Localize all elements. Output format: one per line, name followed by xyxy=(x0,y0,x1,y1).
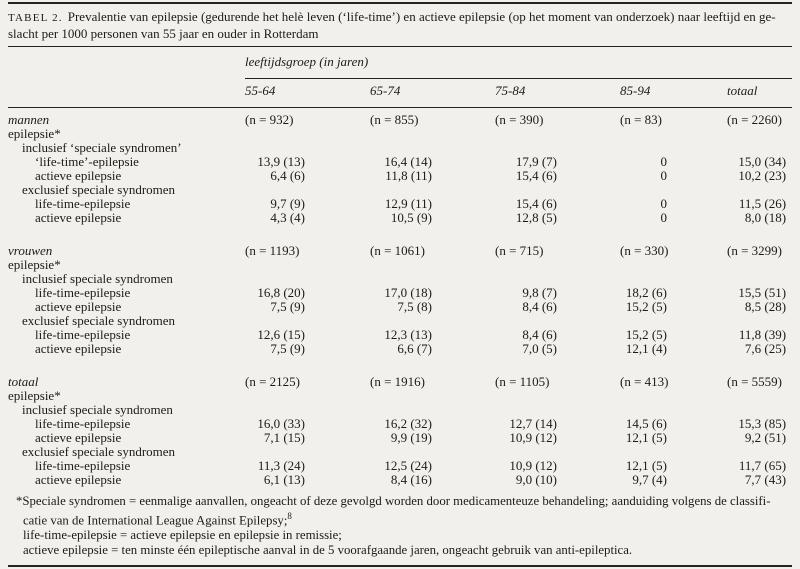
col-header-totaal: totaal xyxy=(727,79,792,108)
value-cell: 17,0 (18) xyxy=(384,285,432,300)
footnote-special-syndromes-line1: *Speciale syndromen = eenmalige aanvallen, ongeacht of deze gevolgd worden door medicamenteuze behandeling; aanduiding volgens de classifi- xyxy=(16,494,771,508)
value-cell: 4,3 (4) xyxy=(270,210,305,225)
row-label: life-time-epilepsie xyxy=(35,196,131,211)
subsection-row xyxy=(8,314,792,328)
data-row xyxy=(8,286,792,300)
footnote-lifetime: life-time-epilepsie = actieve epilepsie en epilepsie in remissie; xyxy=(23,528,342,543)
table-scan-page xyxy=(0,2,800,569)
n-cell: (n = 390) xyxy=(495,112,544,127)
subsection-row xyxy=(8,403,792,417)
section-row-vrouwen xyxy=(8,239,792,258)
value-cell: 9,7 (9) xyxy=(270,196,305,211)
subsection-row xyxy=(8,183,792,197)
value-cell: 7,7 (43) xyxy=(744,472,787,487)
value-cell: 12,8 (5) xyxy=(515,210,557,225)
row-label: life-time-epilepsie xyxy=(35,327,131,342)
value-cell: 12,5 (24) xyxy=(384,458,432,473)
footnote-active: actieve epilepsie = ten minste één epileptische aanval in de 5 voorafgaande jaren, ongeacht gebruik van anti-epileptica. xyxy=(23,543,633,558)
data-row xyxy=(8,155,792,169)
value-cell: 9,8 (7) xyxy=(522,285,557,300)
row-label: actieve epilepsie xyxy=(35,299,122,314)
value-cell: 8,4 (6) xyxy=(522,299,557,314)
prevalence-table xyxy=(8,47,792,487)
n-cell: (n = 932) xyxy=(245,112,294,127)
footnote-text: catie van de International League Against Epilepsy; xyxy=(23,513,288,528)
subsection-row xyxy=(8,272,792,286)
data-row xyxy=(8,328,792,342)
value-cell: 10,2 (23) xyxy=(738,168,787,183)
subsection-row xyxy=(8,445,792,459)
data-row xyxy=(8,211,792,225)
group-label: epilepsie* xyxy=(8,388,61,403)
n-cell: (n = 1193) xyxy=(245,243,300,258)
value-cell: 8,4 (16) xyxy=(390,472,432,487)
value-cell: 12,1 (5) xyxy=(625,458,667,473)
value-cell: 9,0 (10) xyxy=(515,472,557,487)
value-cell: 18,2 (6) xyxy=(625,285,667,300)
caption-line-1 xyxy=(8,9,792,26)
col-header-75-84: 75-84 xyxy=(495,79,620,108)
data-row xyxy=(8,169,792,183)
value-cell: 9,9 (19) xyxy=(390,430,432,445)
col-header-65-74: 65-74 xyxy=(370,79,495,108)
subsection-label: exclusief speciale syndromen xyxy=(22,444,176,459)
n-cell: (n = 2125) xyxy=(245,374,300,389)
value-cell: 11,3 (24) xyxy=(257,458,305,473)
row-label: life-time-epilepsie xyxy=(35,416,131,431)
row-label: actieve epilepsie xyxy=(35,430,122,445)
value-cell: 0 xyxy=(660,210,667,225)
value-cell: 12,3 (13) xyxy=(384,327,432,342)
n-cell: (n = 715) xyxy=(495,243,544,258)
top-rule xyxy=(8,2,792,4)
value-cell: 15,2 (5) xyxy=(625,299,667,314)
value-cell: 7,5 (9) xyxy=(270,299,305,314)
data-row xyxy=(8,417,792,431)
group-label: epilepsie* xyxy=(8,257,61,272)
n-cell: (n = 855) xyxy=(370,112,419,127)
value-cell: 8,5 (28) xyxy=(744,299,787,314)
value-cell: 12,1 (4) xyxy=(625,341,667,356)
value-cell: 7,5 (9) xyxy=(270,341,305,356)
caption-line-2: slacht per 1000 personen van 55 jaar en ouder in Rotterdam xyxy=(8,26,319,41)
label-column-header xyxy=(8,79,245,108)
value-cell: 11,8 (39) xyxy=(738,327,787,342)
value-cell: 15,4 (6) xyxy=(515,168,557,183)
n-cell: (n = 1061) xyxy=(370,243,425,258)
n-cell: (n = 83) xyxy=(620,112,662,127)
value-cell: 7,0 (5) xyxy=(522,341,557,356)
row-label: ‘life-time’-epilepsie xyxy=(35,154,139,169)
data-row xyxy=(8,431,792,445)
caption-text-1: Prevalentie van epilepsie (gedurende het helè leven (‘life-time’) en actieve epilepsie (op het moment van onderzoek) naar leeftijd en ge- xyxy=(67,9,776,24)
group-row xyxy=(8,389,792,403)
value-cell: 0 xyxy=(660,168,667,183)
data-row xyxy=(8,459,792,473)
value-cell: 8,4 (6) xyxy=(522,327,557,342)
subsection-label: inclusief ‘speciale syndromen’ xyxy=(22,140,182,155)
value-cell: 9,2 (51) xyxy=(744,430,787,445)
value-cell: 0 xyxy=(660,154,667,169)
section-label: mannen xyxy=(8,112,50,127)
n-cell: (n = 3299) xyxy=(727,243,782,258)
data-row xyxy=(8,342,792,356)
value-cell: 15,3 (85) xyxy=(738,416,787,431)
data-row xyxy=(8,197,792,211)
n-cell: (n = 1916) xyxy=(370,374,425,389)
value-cell: 12,6 (15) xyxy=(257,327,305,342)
value-cell: 6,1 (13) xyxy=(263,472,305,487)
n-cell: (n = 2260) xyxy=(727,112,782,127)
row-label: life-time-epilepsie xyxy=(35,458,131,473)
value-cell: 7,6 (25) xyxy=(744,341,787,356)
value-cell: 17,9 (7) xyxy=(515,154,557,169)
group-label: epilepsie* xyxy=(8,126,61,141)
footnotes xyxy=(8,494,792,558)
column-header-row xyxy=(8,79,792,108)
section-gap xyxy=(8,225,792,239)
section-row-mannen xyxy=(8,108,792,128)
subsection-label: exclusief speciale syndromen xyxy=(22,182,176,197)
value-cell: 7,1 (15) xyxy=(263,430,305,445)
footnote-special-syndromes-line2 xyxy=(23,509,792,528)
row-label: actieve epilepsie xyxy=(35,168,122,183)
table-caption xyxy=(8,9,792,41)
group-row xyxy=(8,258,792,272)
subsection-label: exclusief speciale syndromen xyxy=(22,313,176,328)
value-cell: 12,1 (5) xyxy=(625,430,667,445)
value-cell: 12,7 (14) xyxy=(509,416,557,431)
value-cell: 12,9 (11) xyxy=(384,196,432,211)
value-cell: 15,2 (5) xyxy=(625,327,667,342)
value-cell: 7,5 (8) xyxy=(397,299,432,314)
n-cell: (n = 5559) xyxy=(727,374,782,389)
n-cell: (n = 1105) xyxy=(495,374,550,389)
spanner-row xyxy=(8,47,792,79)
value-cell: 6,6 (7) xyxy=(397,341,432,356)
value-cell: 10,9 (12) xyxy=(509,430,557,445)
subsection-label: inclusief speciale syndromen xyxy=(22,402,173,417)
value-cell: 0 xyxy=(660,196,667,211)
row-label: actieve epilepsie xyxy=(35,472,122,487)
age-group-spanner: leeftijdsgroep (in jaren) xyxy=(245,47,792,79)
value-cell: 16,4 (14) xyxy=(384,154,432,169)
value-cell: 15,5 (51) xyxy=(738,285,787,300)
section-label: vrouwen xyxy=(8,243,53,258)
value-cell: 8,0 (18) xyxy=(744,210,787,225)
value-cell: 11,5 (26) xyxy=(738,196,787,211)
value-cell: 11,7 (65) xyxy=(738,458,787,473)
subsection-label: inclusief speciale syndromen xyxy=(22,271,173,286)
col-header-85-94: 85-94 xyxy=(620,79,727,108)
value-cell: 11,8 (11) xyxy=(385,168,432,183)
value-cell: 13,9 (13) xyxy=(257,154,305,169)
spanner-spacer xyxy=(8,47,245,79)
row-label: actieve epilepsie xyxy=(35,210,122,225)
data-row xyxy=(8,300,792,314)
table-number: TABEL 2. xyxy=(8,12,63,24)
reference-mark: 8 xyxy=(287,511,292,521)
value-cell: 6,4 (6) xyxy=(270,168,305,183)
value-cell: 15,0 (34) xyxy=(738,154,787,169)
group-row xyxy=(8,127,792,141)
value-cell: 9,7 (4) xyxy=(632,472,667,487)
row-label: life-time-epilepsie xyxy=(35,285,131,300)
value-cell: 16,8 (20) xyxy=(257,285,305,300)
data-row xyxy=(8,473,792,487)
n-cell: (n = 413) xyxy=(620,374,669,389)
value-cell: 15,4 (6) xyxy=(515,196,557,211)
value-cell: 16,2 (32) xyxy=(384,416,432,431)
col-header-55-64: 55-64 xyxy=(245,79,370,108)
value-cell: 16,0 (33) xyxy=(257,416,305,431)
row-label: actieve epilepsie xyxy=(35,341,122,356)
value-cell: 10,9 (12) xyxy=(509,458,557,473)
section-gap xyxy=(8,356,792,370)
value-cell: 14,5 (6) xyxy=(625,416,667,431)
value-cell: 10,5 (9) xyxy=(390,210,432,225)
section-label: totaal xyxy=(8,374,39,389)
subsection-row xyxy=(8,141,792,155)
section-row-totaal xyxy=(8,370,792,389)
n-cell: (n = 330) xyxy=(620,243,669,258)
